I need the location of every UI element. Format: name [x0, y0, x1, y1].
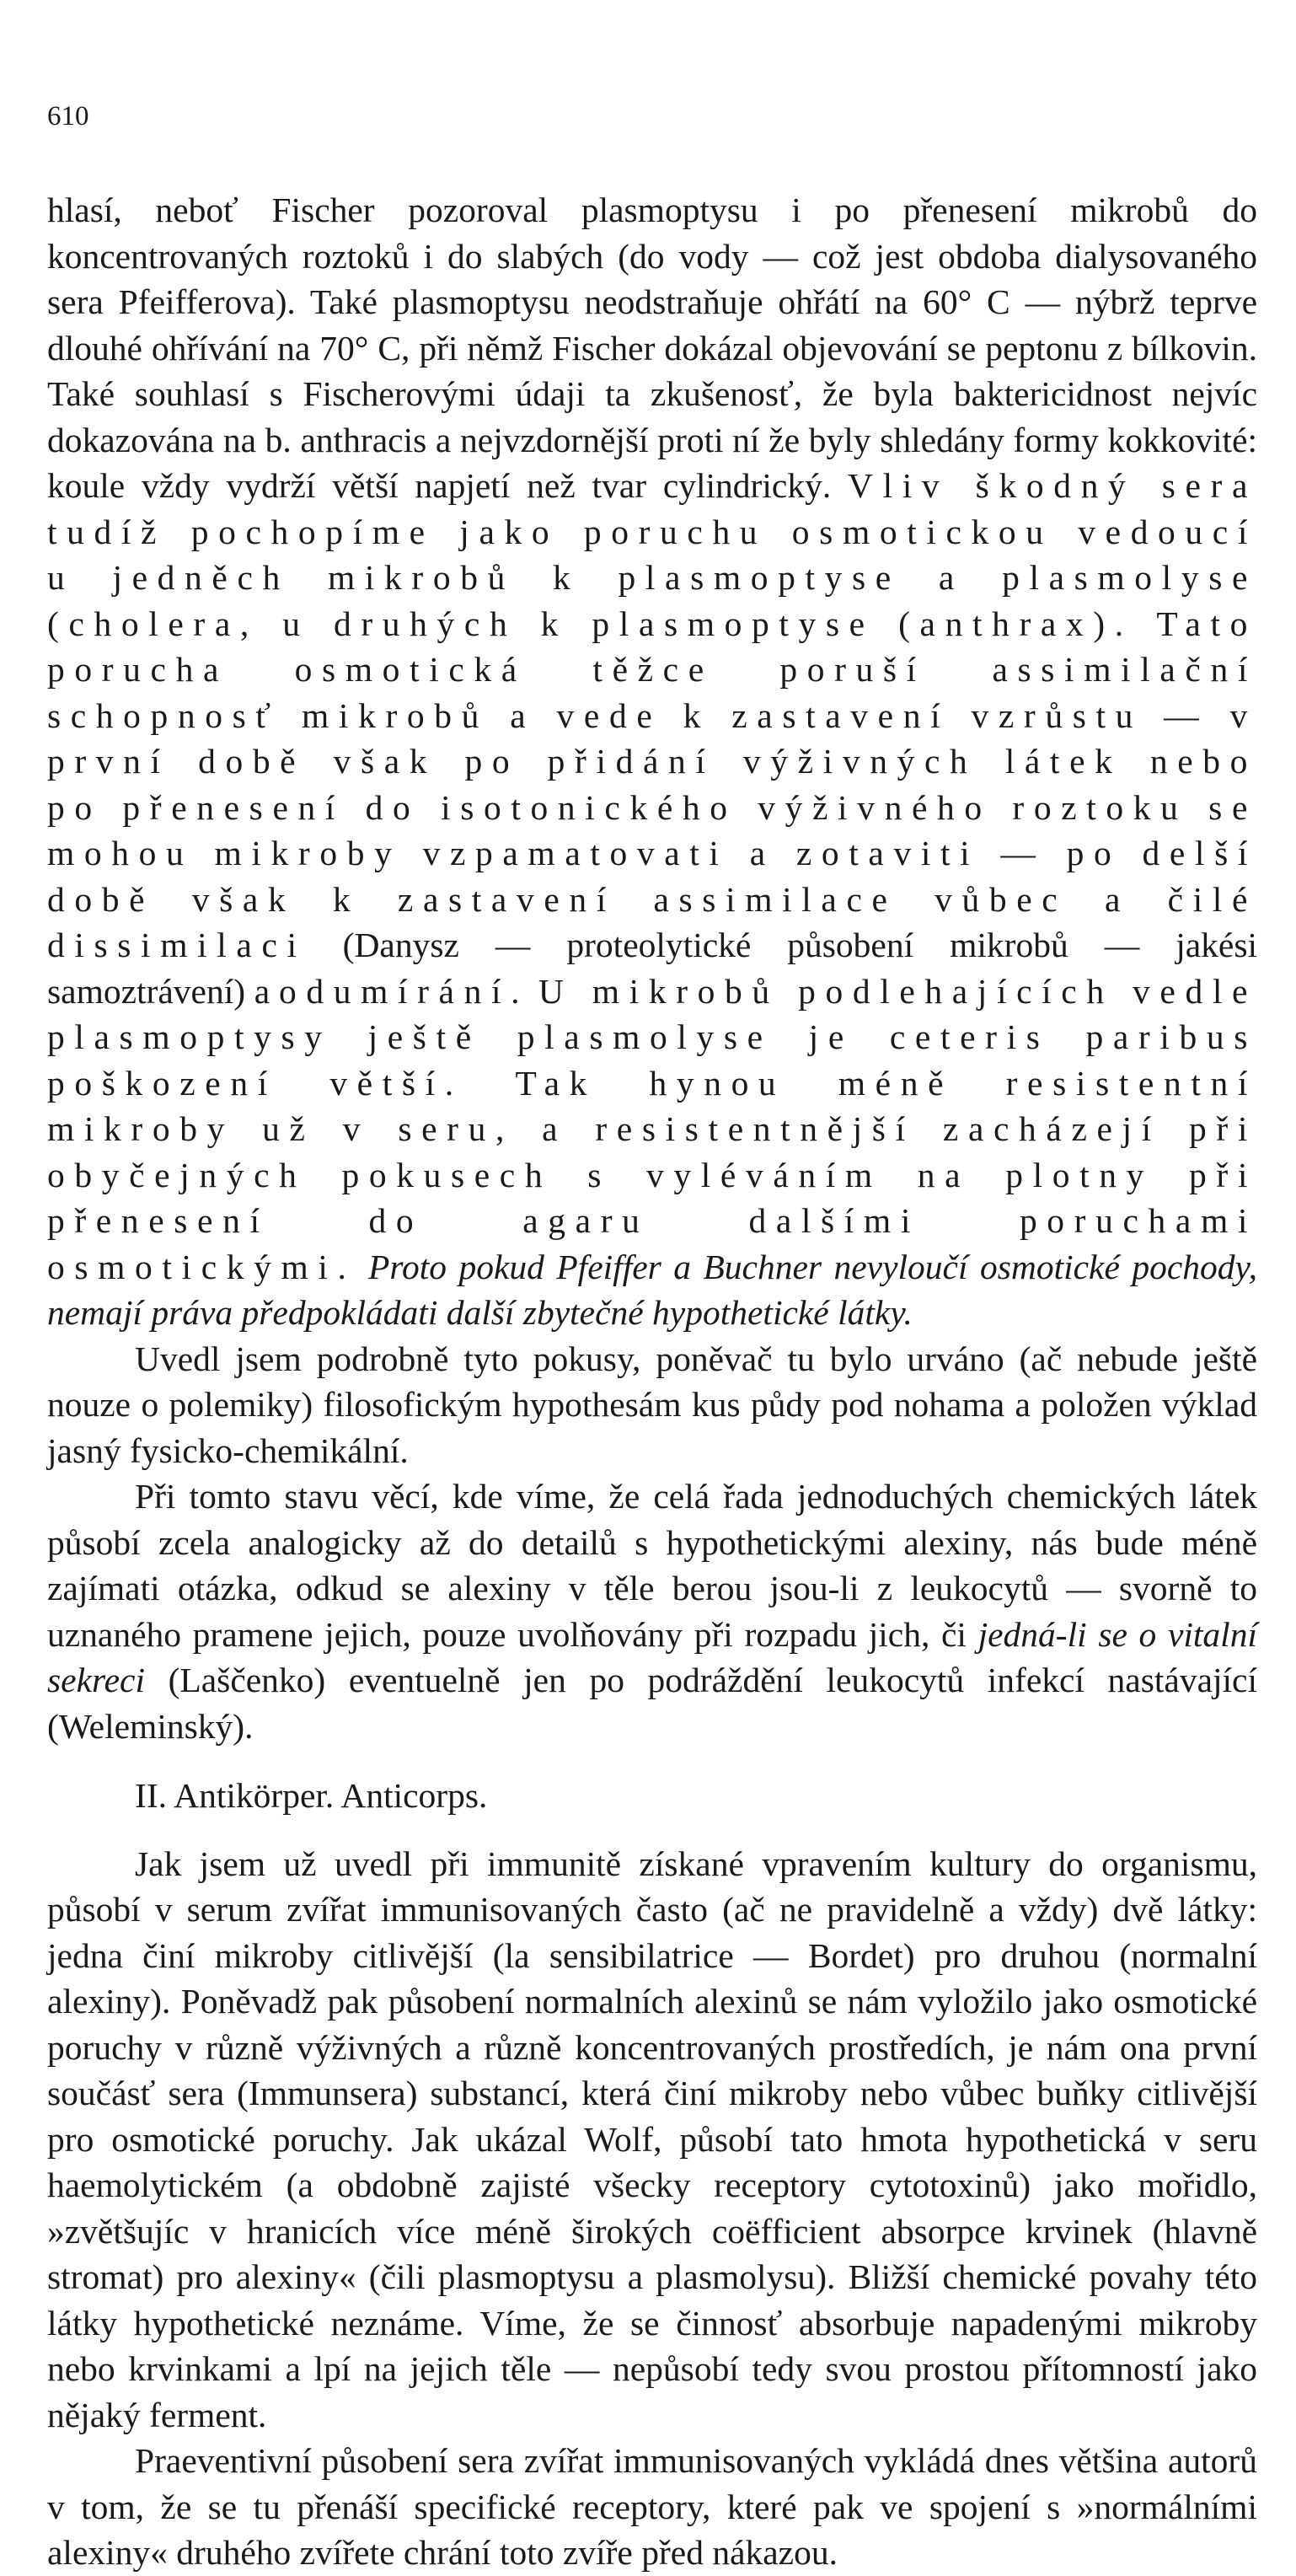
spaced-emphasis-odumirani: odumírání. — [278, 971, 530, 1011]
italic-conclusion: Proto pokud Pfeiffer a Buchner nevyloučí osmotické pochody, nemají práva předpokládati další zbytečné hypothetické látky. — [47, 1247, 1258, 1332]
paragraph-1-parenthetical: (Danysz — proteolytické působení mikrobů — jakési samoztrávení) a — [47, 926, 1257, 1011]
paragraph-1-text: hlasí, neboť Fischer pozoroval plasmoptysu i po přenesení mikrobů do koncentrovaných roztoků i do slabých (do vody — což jest obdoba dialysovaného sera Pfeifferova). Také plasmoptysu neodstraňuje ohřátí na 60° C — nýbrž teprve dlouhé ohřívání na 70° C, při němž Fischer dokázal objevování se peptonu z bílkovin. Také souhlasí s Fischerovými údaji ta zkušenosť, že byla baktericidnost nejvíc dokazována na b. anthracis a nejvzdornější proti ní že byly shledány formy kokkovité: koule vždy vydrží větší napjetí než tvar cylindrický. — [47, 191, 1257, 505]
section-heading: II. Antikörper. Anticorps. — [135, 1776, 488, 1815]
page-number: 610 — [47, 101, 89, 131]
spaced-emphasis-text: Vliv škodný sera tudíž pochopíme jako poruchu osmotickou vedoucí u jedněch mikrobů k plasmoptyse a plasmolyse (cholera, u druhých k plasmoptyse (anthrax). Tato porucha osmotická těžce poruší assimilační schopnosť mikrobů a vede k zastavení vzrůstu — v první době však po přidání výživných látek nebo po přenesení do isotonického výživného roztoku se mohou mikroby vzpamatovati a zotaviti — po delší době však k zastavení assimilace vůbec a čilé dissimilaci — [47, 466, 1258, 964]
paragraph-3-text-end: (Laščenko) eventuelně jen po podráždění leukocytů infekcí nastávající (Weleminský). — [47, 1661, 1257, 1746]
paragraph-4: Jak jsem už uvedl při immunitě získané vpravením kultury do organismu, působí v serum zvířat immunisovaných často (ač ne pravidelně a vždy) dvě látky: jedna činí mikroby citlivější (la sensibilatrice — Bordet) pro druhou (normalní alexiny). Poněvadž pak působení normalních alexinů se nám vyložilo jako osmotické poruchy v různě výživných a různě koncentrovaných prostředích, je nám ona první součásť sera (Immunsera) substancí, která činí mikroby nebo vůbec buňky citlivější pro osmotické poruchy. Jak ukázal Wolf, působí tato hmota hypothetická v seru haemolytickém (a obdobně zajisté všecky receptory cytotoxinů) jako mořidlo, »zvětšujíc v hranicích více méně širokých coëfficient absorpce krvinek (hlavně stromat) pro alexiny« (čili plasmoptysu a plasmolysu). Bližší chemické povahy této látky hypothetické neznáme. Víme, že se činnosť absorbuje napadenými mikroby nebo krvinkami a lpí na jejich těle — nepůsobí tedy svou prostou přítomností jako nějaký ferment. — [47, 1843, 1257, 2434]
paragraph-3-italic: jedná-li se o vitalní sekreci — [47, 1614, 1257, 1699]
paragraph-3 — [47, 1473, 1257, 1749]
spaced-emphasis-text-2: U mikrobů podlehajících vedle plasmoptysy ještě plasmolyse je ceteris paribus poškození větší. Tak hynou méně resistentní mikroby už v seru, a resistentnější zacházejí při obyčejných pokusech s vyléváním na plotny při přenesení do agaru dalšími poruchami osmotickými. — [47, 971, 1258, 1286]
paragraph-5: Praeventivní působení sera zvířat immunisovaných vykládá dnes většina autorů v tom, že se tu přenáší specifické receptory, které pak ve spojení s »normálními alexiny« druhého zvířete chrání toto zvíře před nákazou. — [47, 2441, 1257, 2572]
paragraph-2: Uvedl jsem podrobně tyto pokusy, poněvač tu bylo urváno (ač nebude ještě nouze o polemiky) filosofickým hypothesám kus půdy pod nohama a položen výklad jasný fysicko-chemikální. — [47, 1339, 1257, 1470]
paragraph-3-text: Při tomto stavu věcí, kde víme, že celá řada jednoduchých chemických látek působí zcela analogicky až do detailů s hypothetickými alexiny, nás bude méně zajímati otázka, odkud se alexiny v těle berou jsou-li z leukocytů — svorně to uznaného pramene jejich, pouze uvolňovány při rozpadu jich, či — [47, 1477, 1257, 1654]
page-text — [47, 187, 1257, 2576]
paragraph-1 — [47, 187, 1257, 1336]
